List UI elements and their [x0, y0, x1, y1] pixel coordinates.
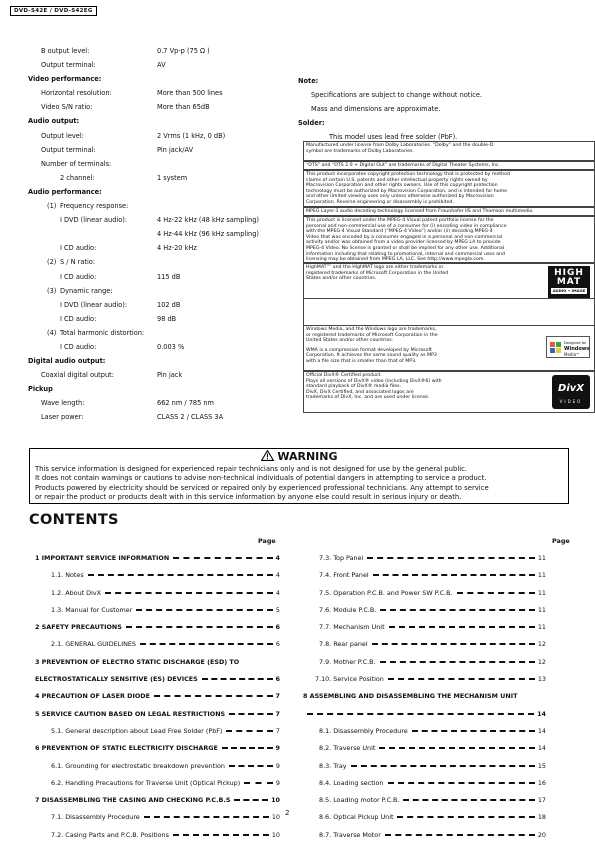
- text-line: symbol are trademarks of Dolby Laboratories.: [306, 148, 414, 154]
- toc-entry-title: 1 IMPORTANT SERVICE INFORMATION: [35, 550, 171, 567]
- text-line: Windows Media, and the Windows logo are trademarks,: [306, 327, 437, 332]
- note-heading: Note:: [298, 77, 319, 85]
- spec-row: [28, 354, 298, 368]
- toc-entry-title: 8.5. Loading motor P.C.B.: [319, 792, 401, 809]
- text-line: HighMAT™ and the HighMAT logo are either trademarks or: [306, 265, 444, 270]
- toc-leader-dots: [385, 827, 535, 836]
- license-mpeg4: [303, 216, 595, 263]
- toc-entry-title: 1.2. About DivX: [51, 585, 103, 602]
- spec-label: Video performance:: [28, 75, 102, 84]
- toc-entry-title: 4 PRECAUTION OF LASER DIODE: [35, 688, 152, 705]
- solder-text: This model uses lead free solder (PbF).: [329, 133, 458, 142]
- toc-leader-dots: [226, 723, 273, 732]
- windows-logo-line2: Windows: [564, 346, 590, 352]
- spec-value: Pin jack: [157, 371, 183, 380]
- toc-entry-page: 10: [271, 809, 280, 826]
- toc-entry-page: 14: [537, 723, 546, 740]
- toc-leader-dots: [379, 740, 534, 749]
- divx-logo-line2: VIDEO: [559, 399, 583, 404]
- spec-row: [28, 44, 298, 58]
- toc-entry-page: 17: [537, 792, 546, 809]
- toc-leader-dots: [154, 688, 273, 697]
- warning-body: [30, 464, 568, 503]
- text-line: States and/or other countries.: [306, 276, 377, 282]
- spec-row: [28, 227, 298, 241]
- toc-entry-page: 7: [275, 706, 280, 723]
- toc-entry[interactable]: [303, 550, 546, 567]
- spec-row: [28, 284, 298, 298]
- toc-leader-dots: [388, 671, 535, 680]
- divx-logo: [552, 375, 590, 409]
- text-line: It does not contain warnings or cautions to advise non-technical individuals of potential dangers in attempting to service a product.: [35, 474, 487, 483]
- toc-entry-title: 1.1. Notes: [51, 567, 86, 584]
- spec-label: Number of terminals:: [41, 159, 112, 168]
- toc-leader-dots: [412, 723, 535, 732]
- spec-label: Pickup: [28, 385, 53, 394]
- warning-box: [29, 448, 569, 504]
- spec-row: [28, 199, 298, 213]
- toc-entry-page: 11: [537, 602, 546, 619]
- spec-value: Pin jack/AV: [157, 145, 194, 154]
- highmat-logo-line3: AUDIO • IMAGE: [552, 288, 586, 293]
- toc-entry-title: 8.1. Disassembly Procedure: [319, 723, 410, 740]
- toc-entry-page: 4: [275, 550, 280, 567]
- toc-entry[interactable]: [303, 775, 546, 792]
- text-line: with the MPEG-4 Visual Standard (“MPEG-4 Video”) and/or (ii) decoding MPEG-4: [306, 229, 493, 235]
- spec-label: Coaxial digital output:: [41, 371, 114, 380]
- toc-entry-title: 6.2. Handling Precautions for Traverse Unit (Optical Pickup): [51, 775, 242, 792]
- spec-label: Wave length:: [41, 399, 85, 408]
- spec-value: 4 Hz-44 kHz (96 kHz sampling): [157, 230, 259, 239]
- spec-number: (2): [47, 258, 57, 267]
- license-dts: [303, 161, 595, 170]
- toc-entry-title: 7.9. Mother P.C.B.: [319, 654, 378, 671]
- windows-logo-line3: Media™: [564, 352, 581, 357]
- text-line: with a file size that is smaller than that of MP3.: [306, 358, 417, 364]
- toc-leader-dots: [88, 567, 273, 576]
- toc-entry[interactable]: [303, 706, 546, 723]
- toc-entry-page: 5: [275, 602, 280, 619]
- toc-entry-title: 7.7. Mechanism Unit: [319, 619, 387, 636]
- toc-entry[interactable]: [35, 619, 280, 636]
- license-windows: [303, 325, 595, 371]
- spec-value: 0.003 %: [157, 342, 185, 351]
- spec-row: [28, 270, 298, 284]
- toc-entry[interactable]: [303, 827, 546, 842]
- spec-value: 115 dB: [157, 272, 181, 281]
- spec-row: [28, 410, 298, 424]
- toc-entry-page: 7: [275, 688, 280, 705]
- spec-label: Audio output:: [28, 117, 80, 126]
- toc-entry-page: 7: [275, 723, 280, 740]
- toc-leader-dots: [243, 654, 277, 663]
- toc-leader-dots: [105, 585, 273, 594]
- toc-entry-page: 14: [537, 740, 546, 757]
- spec-row: [28, 382, 298, 396]
- toc-leader-dots: [397, 809, 534, 818]
- text-line: or repair the product or products dealt with in this service information by anyone else could result in serious injury or death.: [35, 493, 462, 502]
- spec-row: [28, 368, 298, 382]
- text-line: Official DivX® Certified product.: [306, 373, 382, 378]
- text-line: and other limited viewing uses only unless otherwise authorized by Macrovision: [306, 194, 494, 200]
- toc-entry-page: 14: [536, 706, 546, 723]
- text-line: technology must be authorized by Macrovision Corporation, and is intended for home: [306, 188, 508, 194]
- toc-entry[interactable]: [303, 585, 546, 602]
- toc-entry-title: 3 PREVENTION OF ELECTRO STATIC DISCHARGE (ESD) TO: [35, 654, 241, 671]
- toc-entry-page: 4: [275, 585, 280, 602]
- toc-entry-title: 7.10. Service Position: [315, 671, 386, 688]
- spec-row: [28, 100, 298, 114]
- toc-entry-title: 1.3. Manual for Customer: [51, 602, 134, 619]
- toc-leader-dots: [403, 792, 534, 801]
- spec-number: (4): [47, 328, 57, 337]
- spec-value: More than 500 lines: [157, 89, 223, 98]
- warning-title-text: WARNING: [277, 450, 338, 463]
- page-column-label-left: Page: [258, 537, 276, 545]
- toc-leader-dots: [457, 585, 535, 594]
- toc-leader-dots: [126, 619, 273, 628]
- toc-entry[interactable]: [35, 567, 280, 584]
- text-line: Corporation. Reverse engineering or disassembly is prohibited.: [306, 199, 454, 205]
- toc-entry[interactable]: [35, 602, 280, 619]
- toc-entry[interactable]: [35, 758, 280, 775]
- spec-value: AV: [157, 61, 166, 70]
- toc-leader-dots: [202, 671, 273, 680]
- toc-leader-dots: [367, 550, 535, 559]
- toc-entry-title: 5 SERVICE CAUTION BASED ON LEGAL RESTRICTIONS: [35, 706, 227, 723]
- spec-label: Audio performance:: [28, 187, 102, 196]
- warning-triangle-icon: [261, 450, 274, 461]
- text-line: This product is licensed under the MPEG-4 Visual patent portfolio license for the: [306, 218, 494, 223]
- toc-entry-page: 11: [537, 567, 546, 584]
- highmat-logo-line2: MAT: [556, 277, 582, 287]
- text-line: MPEG-4 Video. No license is granted or shall be implied for any other use. Additional: [306, 245, 505, 251]
- toc-entry-page: 9: [275, 775, 280, 792]
- toc-leader-dots: [244, 775, 273, 784]
- spec-number: (1): [47, 202, 57, 211]
- toc-entry-title: 7.4. Front Panel: [319, 567, 371, 584]
- toc-leader-dots: [351, 758, 535, 767]
- spec-row: [28, 298, 298, 312]
- toc-entry-title: 8.3. Tray: [319, 758, 349, 775]
- spec-value: 4 Hz-20 kHz: [157, 244, 197, 253]
- toc-leader-dots: [173, 550, 272, 559]
- toc-leader-dots: [307, 706, 534, 715]
- spec-row: [28, 143, 298, 157]
- spec-value: 102 dB: [157, 300, 181, 309]
- toc-entry-title: 8.2. Traverse Unit: [319, 740, 377, 757]
- spec-row: [28, 396, 298, 410]
- toc-entry-title: 8.4. Loading section: [319, 775, 386, 792]
- toc-entry[interactable]: [303, 619, 546, 636]
- spec-row: [28, 114, 298, 128]
- toc-entry[interactable]: [303, 740, 546, 757]
- text-line: MPEG Layer-3 audio decoding technology licensed from Fraunhofer IIS and Thomson multimedia.: [306, 209, 534, 214]
- toc-entry-title: 8.7. Traverse Motor: [319, 827, 383, 842]
- spec-label: Frequency response:: [60, 202, 129, 211]
- toc-entry[interactable]: [35, 809, 280, 826]
- spec-label: I CD audio:: [60, 314, 97, 323]
- toc-entry-page: 10: [271, 827, 280, 842]
- text-line: Macrovision Corporation and other rights owners. Use of this copyright protection: [306, 183, 498, 189]
- page-column-label-right: Page: [552, 537, 570, 545]
- toc-leader-dots: [229, 758, 273, 767]
- toc-entry-title: 5.1. General description about Lead Free Solder (PbF): [51, 723, 224, 740]
- spec-row: [28, 326, 298, 340]
- spec-value: 1 system: [157, 173, 188, 182]
- text-line: DivX, DivX Certified, and associated logos are: [306, 389, 414, 395]
- spec-row: [28, 255, 298, 269]
- spec-label: B output level:: [41, 47, 90, 55]
- toc-entry-title: 6.1. Grounding for electrostatic breakdown prevention: [51, 758, 227, 775]
- text-line: Manufactured under license from Dolby Laboratories. “Dolby” and the double-D: [306, 143, 494, 148]
- toc-entry-title: 2.1. GENERAL GUIDELINES: [51, 636, 138, 653]
- toc-entry-page: [279, 654, 280, 671]
- solder-heading: Solder:: [298, 119, 325, 128]
- text-line: personal and non-commercial use of a consumer for (i) encoding video in compliance: [306, 223, 507, 229]
- spec-row: [28, 72, 298, 86]
- toc-entry-page: 11: [537, 585, 546, 602]
- toc-entry-title: 6 PREVENTION OF STATIC ELECTRICITY DISCHARGE: [35, 740, 220, 757]
- divx-logo-line1: DivX: [558, 383, 584, 394]
- toc-entry-page: 20: [537, 827, 546, 842]
- text-line: Products powered by electricity should be serviced or repaired only by experienced professional technicians. Any attempt to service: [35, 483, 489, 492]
- toc-entry-title: 7.2. Casing Parts and P.C.B. Positions: [51, 827, 171, 842]
- toc-leader-dots: [234, 792, 268, 801]
- spec-row: [28, 340, 298, 354]
- notes-section: [298, 74, 568, 144]
- toc-entry[interactable]: [35, 688, 280, 705]
- text-line: Plays all versions of DivX® video (including DivX®6) with: [306, 378, 442, 384]
- text-line: trademarks of DivX, Inc. and are used under license.: [306, 395, 430, 401]
- toc-entry[interactable]: [35, 671, 280, 688]
- toc-entry[interactable]: [35, 792, 280, 809]
- toc-entry[interactable]: [303, 602, 546, 619]
- spec-label: 2 channel:: [60, 173, 95, 182]
- toc-entry-title: 8.6. Optical Pickup Unit: [319, 809, 395, 826]
- text-line: This service information is designed for experienced repair technicians only and is not designed for use by the general public.: [35, 465, 468, 473]
- text-line: licensing may be obtained from MPEG LA, LLC. See http://www.mpegla.com.: [306, 257, 485, 263]
- toc-entry-page: 9: [275, 758, 280, 775]
- toc-leader-dots: [373, 567, 535, 576]
- spec-value: 4 Hz-22 kHz (48 kHz sampling): [157, 216, 259, 225]
- toc-entry-page: 4: [275, 567, 280, 584]
- toc-leader-dots: [389, 619, 535, 628]
- spec-row: [28, 58, 298, 72]
- spec-row: [28, 312, 298, 326]
- toc-entry[interactable]: [303, 671, 546, 688]
- toc-leader-dots: [229, 706, 272, 715]
- spec-row: [28, 129, 298, 143]
- toc-entry-page: 6: [275, 636, 280, 653]
- toc-entry[interactable]: [303, 567, 546, 584]
- toc-entry-page: 12: [537, 636, 546, 653]
- spec-label: I CD audio:: [60, 342, 97, 351]
- toc-entry-title: 7.5. Operation P.C.B. and Power SW P.C.B.: [319, 585, 455, 602]
- toc-entry[interactable]: [35, 550, 280, 567]
- text-line: United States and/or other countries.: [306, 338, 394, 344]
- toc-leader-dots: [380, 602, 535, 611]
- spec-row: [28, 185, 298, 199]
- spec-label: I CD audio:: [60, 244, 97, 253]
- spec-value: 662 nm / 785 nm: [157, 399, 214, 408]
- specifications-list: [28, 44, 298, 425]
- text-line: WMA is a compression format developed by Microsoft: [306, 347, 432, 353]
- toc-entry-page: 16: [537, 775, 546, 792]
- text-line: registered trademarks of Microsoft Corporation in the United: [306, 270, 449, 276]
- spec-label: Video S/N ratio:: [41, 103, 93, 112]
- toc-entry-title: 8 ASSEMBLING AND DISASSEMBLING THE MECHANISM UNIT: [303, 688, 519, 705]
- toc-entry[interactable]: [303, 792, 546, 809]
- text-line: or registered trademarks of Microsoft Corporation in the: [306, 332, 438, 338]
- toc-entry[interactable]: [35, 775, 280, 792]
- text-line: “DTS” and “DTS 2.0 + Digital Out” are trademarks of Digital Theater Systems, Inc.: [306, 163, 500, 168]
- toc-entry[interactable]: [35, 585, 280, 602]
- text-line: claims of certain U.S. patents and other intellectual property rights owned by: [306, 177, 488, 183]
- spec-value: CLASS 2 / CLASS 3A: [157, 413, 224, 422]
- toc-entry-page: 11: [537, 550, 546, 567]
- toc-entry[interactable]: [35, 636, 280, 653]
- text-line: Video that was encoded by a consumer engaged in a personal and non-commercial: [306, 234, 503, 240]
- spec-row: [28, 157, 298, 171]
- warning-title: [30, 450, 568, 464]
- toc-entry-page: 11: [537, 619, 546, 636]
- toc-leader-dots: [521, 688, 543, 697]
- toc-entry-page: 18: [537, 809, 546, 826]
- note-line-1: Specifications are subject to change without notice.: [311, 91, 482, 100]
- highmat-logo-line1: HIGH: [554, 268, 584, 278]
- spec-label: Dynamic range:: [60, 286, 113, 295]
- spec-label: I DVD (linear audio):: [60, 300, 128, 309]
- divx-text: [306, 373, 592, 401]
- spec-row: [28, 86, 298, 100]
- toc-leader-dots: [380, 654, 535, 663]
- spec-value: 2 Vrms (1 kHz, 0 dB): [157, 131, 226, 140]
- spec-label: Total harmonic distortion:: [60, 328, 145, 337]
- toc-entry-page: 15: [537, 758, 546, 775]
- toc-entry-title: 7 DISASSEMBLING THE CASING AND CHECKING P.C.B.S: [35, 792, 232, 809]
- toc-leader-dots: [222, 740, 273, 749]
- toc-leader-dots: [136, 602, 273, 611]
- spec-value: 0.7 Vp-p (75 Ω ): [157, 47, 210, 55]
- spec-label: S / N ratio:: [60, 258, 96, 267]
- toc-entry[interactable]: [35, 723, 280, 740]
- toc-entry[interactable]: [303, 723, 546, 740]
- toc-entry[interactable]: [303, 688, 546, 705]
- toc-entry[interactable]: [303, 809, 546, 826]
- toc-entry-title: ELECTROSTATICALLY SENSITIVE (ES) DEVICES: [35, 671, 200, 688]
- toc-entry-title: 2 SAFETY PRECAUTIONS: [35, 619, 124, 636]
- toc-entry[interactable]: [35, 706, 280, 723]
- toc-entry-title: 7.1. Disassembly Procedure: [51, 809, 142, 826]
- license-mpeg3: [303, 207, 595, 216]
- toc-leader-dots: [144, 809, 269, 818]
- toc-leader-dots: [140, 636, 273, 645]
- highmat-logo: [548, 266, 590, 298]
- page-number: 2: [285, 809, 290, 817]
- toc-entry-title: 7.8. Rear panel: [319, 636, 370, 653]
- toc-entry[interactable]: [35, 827, 280, 842]
- spec-value: More than 65dB: [157, 103, 210, 112]
- text-line: activity and/or was obtained from a video provider licensed by MPEG LA to provide: [306, 240, 501, 246]
- toc-entry-page: 9: [275, 740, 280, 757]
- text-line: information including that relating to promotional, internal and commercial uses and: [306, 251, 505, 257]
- license-divx: [303, 371, 595, 413]
- windows-media-logo: [546, 336, 590, 358]
- text-line: Corporation. It achieves the same sound quality as MP3: [306, 353, 437, 359]
- spec-row: [28, 241, 298, 255]
- toc-entry-page: 6: [275, 619, 280, 636]
- toc-entry-page: 6: [275, 671, 280, 688]
- windows-logo-line1: Designed for: [564, 341, 587, 345]
- model-header: DVD-S42E / DVD-S42EG: [10, 6, 97, 16]
- contents-title: CONTENTS: [29, 512, 119, 528]
- spec-label: Output terminal:: [41, 61, 96, 70]
- toc-entry[interactable]: [303, 758, 546, 775]
- toc-entry[interactable]: [35, 740, 280, 757]
- spec-label: Output terminal:: [41, 145, 96, 154]
- spec-label: Output level:: [41, 131, 84, 140]
- license-dolby: [303, 141, 595, 161]
- spec-label: Horizontal resolution:: [41, 89, 112, 98]
- toc-entry-title: 7.3. Top Panel: [319, 550, 365, 567]
- toc-entry[interactable]: [303, 654, 546, 671]
- toc-right-column: [303, 550, 546, 842]
- spec-row: [28, 171, 298, 185]
- toc-entry-page: [545, 688, 546, 705]
- spec-number: (3): [47, 286, 57, 295]
- toc-leader-dots: [372, 636, 535, 645]
- spec-row: [28, 213, 298, 227]
- license-macrovision: [303, 170, 595, 207]
- toc-entry[interactable]: [35, 654, 280, 671]
- toc-left-column: [35, 550, 280, 842]
- license-notices: [303, 141, 595, 445]
- toc-leader-dots: [173, 827, 269, 836]
- spec-value: 98 dB: [157, 314, 177, 323]
- license-highmat: [303, 263, 595, 299]
- toc-entry-page: 12: [537, 654, 546, 671]
- toc-entry[interactable]: [303, 636, 546, 653]
- spec-label: Digital audio output:: [28, 357, 106, 366]
- toc-entry-title: 7.6. Module P.C.B.: [319, 602, 378, 619]
- toc-entry-page: 13: [537, 671, 546, 688]
- spec-label: I DVD (linear audio):: [60, 216, 128, 225]
- note-line-2: Mass and dimensions are approximate.: [311, 105, 441, 114]
- toc-leader-dots: [388, 775, 535, 784]
- spec-label: Laser power:: [41, 413, 84, 422]
- toc-entry-title: [303, 706, 305, 723]
- text-line: standard playback of DivX® media files.: [306, 384, 402, 390]
- text-line: This product incorporates copyright protection technology that is protected by method: [306, 172, 510, 177]
- spec-label: I CD audio:: [60, 272, 97, 281]
- toc-entry-page: 10: [270, 792, 280, 809]
